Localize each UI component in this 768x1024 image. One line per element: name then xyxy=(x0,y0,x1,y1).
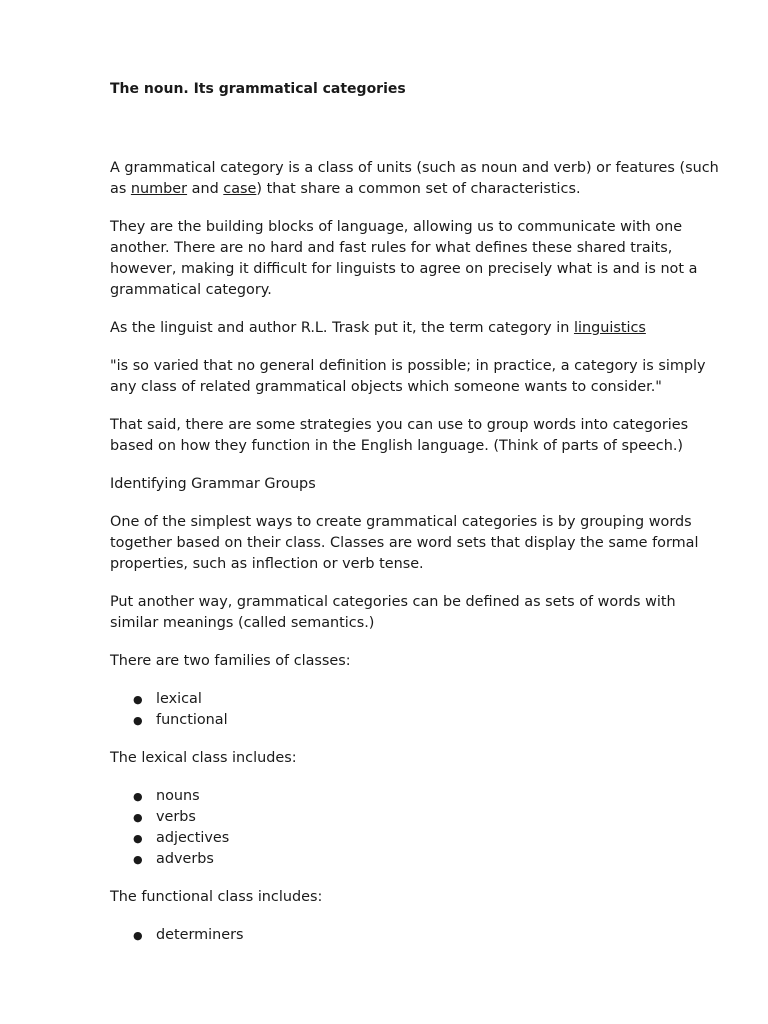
list-item-label: nouns xyxy=(156,788,200,804)
link-case[interactable]: case xyxy=(223,181,257,197)
paragraph-trask xyxy=(110,318,722,339)
document-content xyxy=(110,158,722,963)
list-item xyxy=(110,710,722,731)
paragraph-text: As the linguist and author R.L. Trask put it, the term category in xyxy=(110,320,574,336)
document-title: The noun. Its grammatical categories xyxy=(110,81,406,97)
paragraph-text: and xyxy=(187,181,224,197)
section-heading-grammar-groups: Identifying Grammar Groups xyxy=(110,476,316,492)
list-item xyxy=(110,786,722,807)
paragraph-strategies: That said, there are some strategies you can use to group words into categories based on how they function in the English language. (Think of parts of speech.) xyxy=(110,417,689,454)
list-item-label: verbs xyxy=(156,809,196,825)
link-number[interactable]: number xyxy=(130,181,188,197)
list-item-label: adjectives xyxy=(156,830,230,846)
list-item xyxy=(110,689,722,710)
bullet-icon: ● xyxy=(133,929,143,942)
paragraph-functional-intro: The functional class includes: xyxy=(110,889,323,905)
link-linguistics[interactable]: linguistics xyxy=(573,320,646,336)
paragraph-lexical-intro: The lexical class includes: xyxy=(110,750,297,766)
paragraph-quote: "is so varied that no general definition is possible; in practice, a category is simply any class of related grammatical objects which someone wants to consider." xyxy=(110,358,706,395)
list-item-label: functional xyxy=(156,712,228,728)
list-item xyxy=(110,849,722,870)
bullet-icon: ● xyxy=(133,714,143,727)
paragraph-text: A grammatical category is a class of units (such as noun and verb) or features (such as xyxy=(110,160,719,197)
bullet-icon: ● xyxy=(133,853,143,866)
bullet-icon: ● xyxy=(133,790,143,803)
list-item-label: adverbs xyxy=(156,851,214,867)
paragraph-classes: One of the simplest ways to create grammatical categories is by grouping words together based on their class. Classes are word sets that display the same formal properties, such as inflection or verb tense. xyxy=(110,514,699,572)
bullet-icon: ● xyxy=(133,693,143,706)
list-item xyxy=(110,925,722,946)
list-item xyxy=(110,828,722,849)
list-item-label: determiners xyxy=(156,927,244,943)
paragraph-text: ) that share a common set of characteristics. xyxy=(256,181,581,197)
paragraph-definition xyxy=(110,158,722,200)
paragraph-semantics: Put another way, grammatical categories can be defined as sets of words with similar meanings (called semantics.) xyxy=(110,594,676,631)
list-item xyxy=(110,807,722,828)
paragraph-building-blocks: They are the building blocks of language, allowing us to communicate with one another. There are no hard and fast rules for what defines these shared traits, however, making it difficult for linguists to agree on precisely what is and is not a grammatical category. xyxy=(110,219,698,298)
functional-list xyxy=(110,925,722,946)
bullet-icon: ● xyxy=(133,832,143,845)
bullet-icon: ● xyxy=(133,811,143,824)
paragraph-families-intro: There are two families of classes: xyxy=(110,653,351,669)
lexical-list xyxy=(110,786,722,870)
list-item-label: lexical xyxy=(156,691,202,707)
families-list xyxy=(110,689,722,731)
